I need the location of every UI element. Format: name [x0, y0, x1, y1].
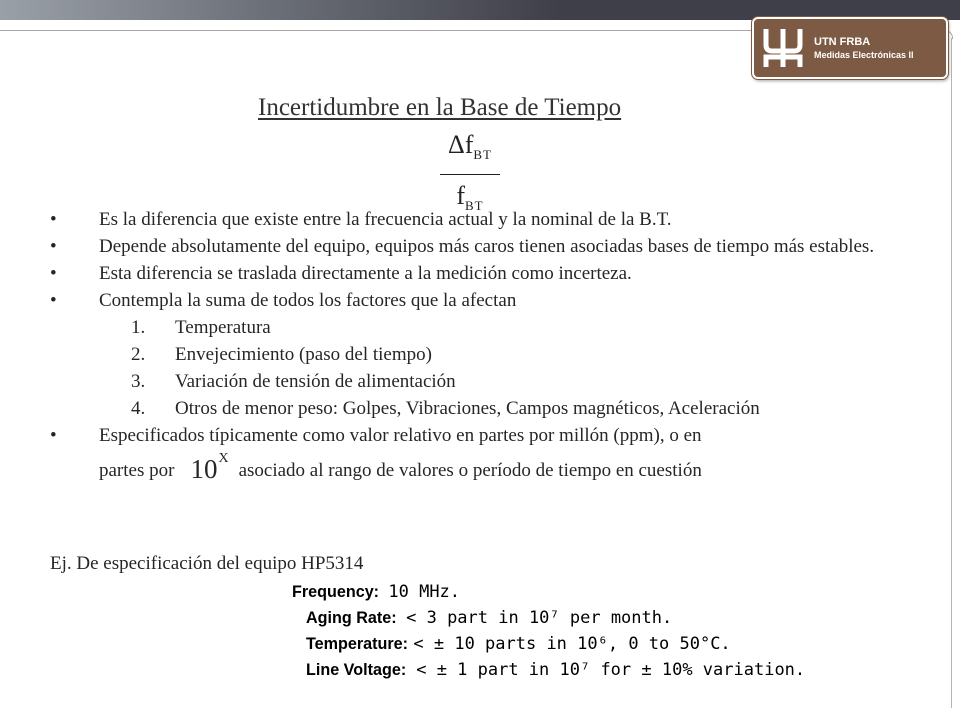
spec-row-aging — [306, 605, 805, 631]
factor-item — [132, 341, 930, 368]
bullet-item: • Es la diferencia que existe entre la frecuencia actual y la nominal de la B.T. — [50, 209, 672, 230]
power-exponent: X — [218, 451, 229, 466]
bullet-text-prefix: partes por — [99, 460, 175, 481]
spec-value: 10 MHz. — [388, 582, 461, 602]
spec-row-line-voltage — [306, 657, 805, 683]
spec-label: Aging Rate: — [306, 608, 397, 627]
bullet-text: Contempla la suma de todos los factores que la afectan — [99, 290, 517, 311]
utn-emblem-icon — [758, 23, 808, 73]
fraction-bar — [440, 174, 500, 175]
factor-number: 3. — [131, 371, 146, 392]
bullet-item: • Depende absolutamente del equipo, equipos más caros tienen asociadas bases de tiempo más estables. — [50, 236, 875, 257]
top-bar-gradient — [0, 0, 560, 20]
factor-text: Temperatura — [175, 317, 271, 338]
power-of-ten — [190, 451, 228, 483]
factor-item — [132, 314, 930, 341]
spec-row-frequency — [292, 579, 805, 605]
factor-text: Envejecimiento (paso del tiempo) — [175, 344, 432, 365]
bullet-text: Depende absolutamente del equipo, equipos más caros tienen asociadas bases de tiempo más estables. — [99, 236, 875, 257]
spec-label: Temperature: — [306, 634, 409, 653]
bullet-item: • Esta diferencia se traslada directamente a la medición como incerteza. — [50, 263, 632, 284]
formula-numerator — [440, 130, 500, 170]
spec-value: < ± 10 parts in 10⁶, 0 to 50°C. — [413, 634, 731, 654]
numerator-subscript: BT — [473, 147, 492, 162]
power-base: 10 — [190, 454, 218, 484]
spec-label: Line Voltage: — [306, 660, 407, 679]
spec-value: < ± 1 part in 10⁷ for ± 10% variation. — [416, 660, 806, 680]
denominator-subscript: BT — [465, 198, 484, 213]
slide-title: Incertidumbre en la Base de Tiempo — [258, 94, 622, 121]
bullet-text: Especificados típicamente como valor relativo en partes por millón (ppm), o en — [99, 425, 702, 446]
bullet-item: • Contempla la suma de todos los factores que la afectan — [50, 290, 517, 311]
bullet-text: Es la diferencia que existe entre la frecuencia actual y la nominal de la B.T. — [99, 209, 672, 230]
factor-number: 2. — [131, 344, 146, 365]
spec-value: < 3 part in 10⁷ per month. — [406, 608, 673, 628]
bullet-text-suffix: asociado al rango de valores o período de tiempo en cuestión — [238, 460, 702, 481]
factor-item — [132, 368, 930, 395]
factor-item — [132, 395, 930, 422]
logo-title: UTN FRBA — [814, 36, 871, 48]
bullet-text: Esta diferencia se traslada directamente a la medición como incerteza. — [99, 263, 632, 284]
factor-number: 4. — [131, 398, 146, 419]
numerator-text: Δf — [447, 130, 474, 159]
spec-block — [292, 579, 805, 683]
example-caption: Ej. De especificación del equipo HP5314 — [50, 553, 364, 574]
spec-label: Frequency: — [292, 582, 380, 601]
utn-logo — [752, 17, 948, 79]
frame-rule-right — [951, 38, 952, 708]
factor-list — [50, 314, 930, 422]
logo-subtitle: Medidas Electrónicas II — [814, 50, 914, 60]
denominator-text: f — [456, 181, 466, 210]
bullet-list — [50, 206, 930, 484]
bullet-item: • Especificados típicamente como valor relativo en partes por millón (ppm), o en partes por $10^Xasociado$ al rango de valores o período de tiempo en cuestión — [50, 425, 702, 484]
factor-text: Otros de menor peso: Golpes, Vibraciones, Campos magnéticos, Aceleración — [175, 398, 760, 419]
factor-text: Variación de tensión de alimentación — [175, 371, 456, 392]
spec-row-temperature — [306, 631, 805, 657]
factor-number: 1. — [131, 317, 146, 338]
